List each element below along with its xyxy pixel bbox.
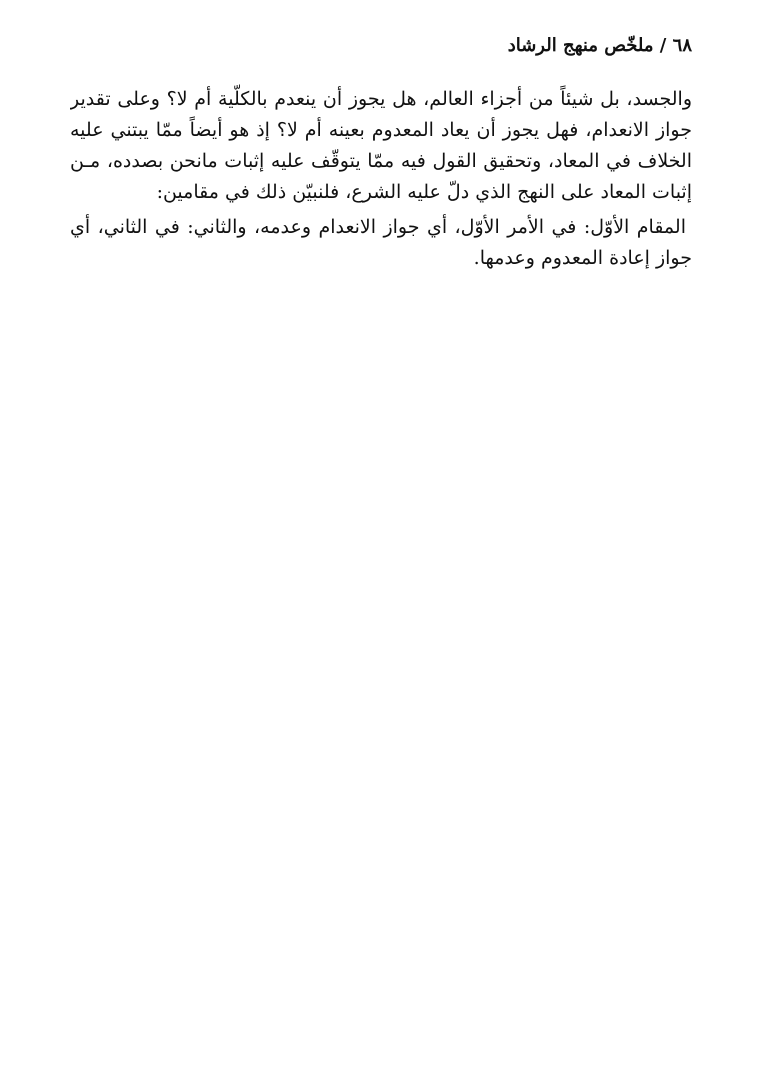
text-line: جواز إعادة المعدوم وعدمها. [473, 247, 692, 269]
book-title: ملخّص منهج الرشاد [507, 35, 654, 56]
paragraph-2 [70, 212, 692, 274]
text-line: إثبات المعاد على النهج الذي دلّ عليه الشرع، فلنبيّن ذلك في مقامين: [156, 181, 692, 203]
text-line: الخلاف في المعاد، وتحقيق القول فيه ممّا يتوقّف عليه إثبات مانحن بصدده، مـن [70, 150, 692, 172]
paragraph-1 [70, 84, 692, 208]
header-separator: / [659, 35, 667, 56]
text-line: جواز الانعدام، فهل يجوز أن يعاد المعدوم بعينه أم لا؟ إذ هو أيضاً ممّا يبتني عليه [70, 119, 692, 141]
text-line: والجسد، بل شيئاً من أجزاء العالم، هل يجوز أن ينعدم بالكلّية أم لا؟ وعلى تقدير [70, 88, 692, 110]
body-text [70, 84, 692, 274]
page-number: ٦٨ [672, 35, 692, 56]
text-line: المقام الأوّل: في الأمر الأوّل، أي جواز الانعدام وعدمه، والثاني: في الثاني، أي [70, 216, 686, 238]
running-header [70, 34, 692, 58]
